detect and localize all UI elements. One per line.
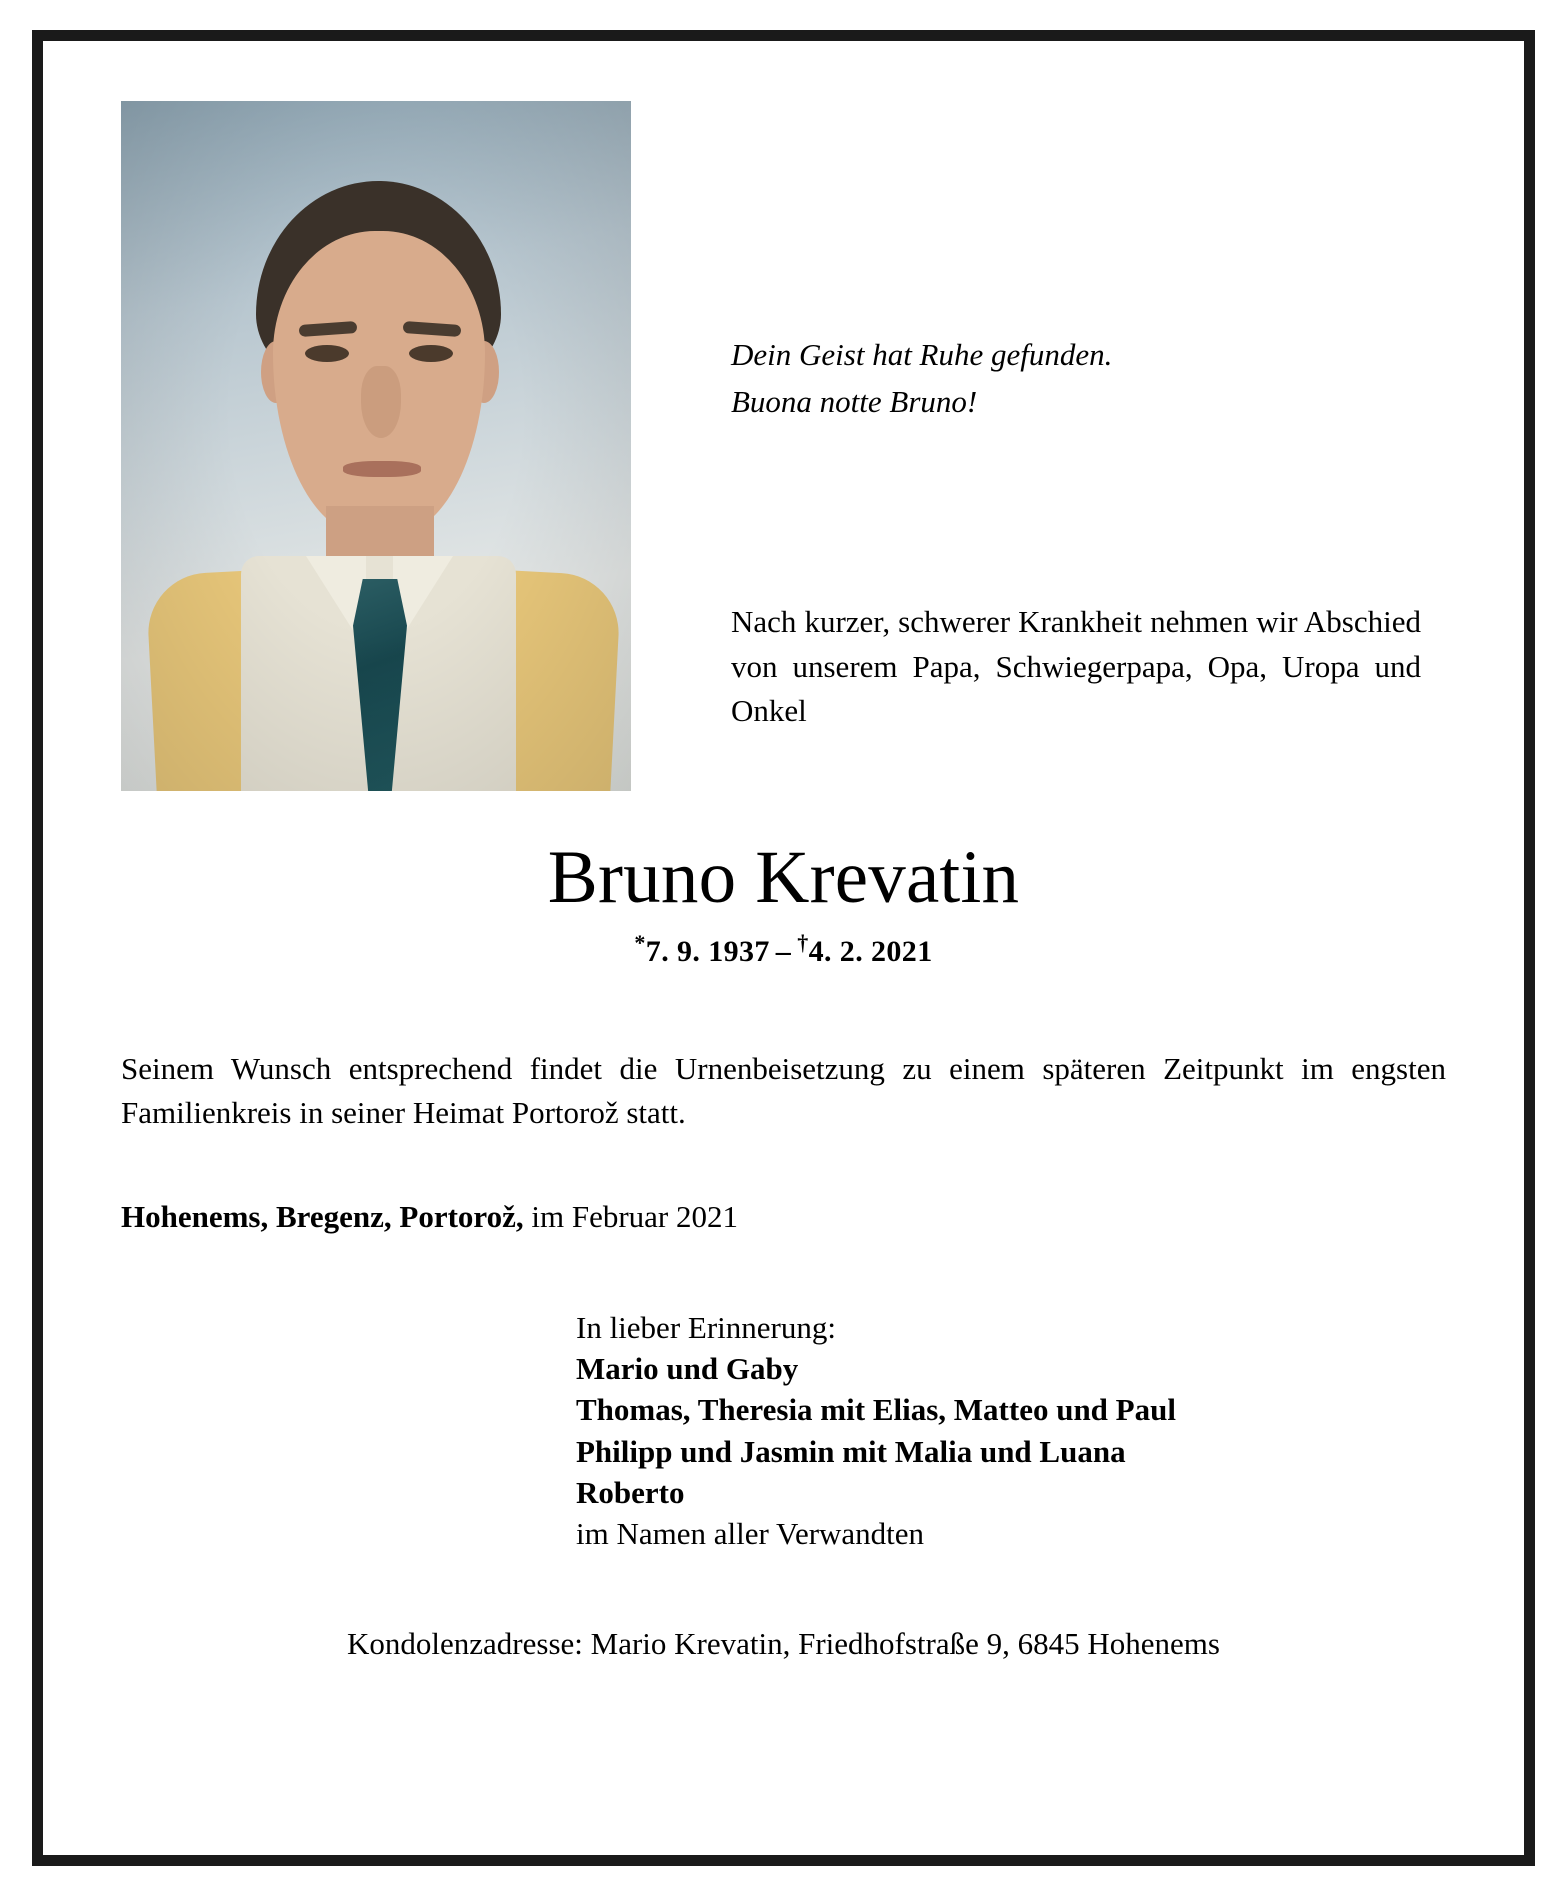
memory-line-text-2: Thomas, Theresia mit Elias, Matteo und Paul [576, 1392, 1176, 1428]
memory-block [121, 1307, 1446, 1554]
portrait-nose [361, 366, 401, 438]
memory-line-text-1: Mario und Gaby [576, 1351, 799, 1387]
portrait-eye-left [305, 345, 349, 362]
right-column [631, 101, 1446, 734]
memory-line-text-3: Philipp und Jasmin mit Malia und Luana [576, 1433, 1126, 1469]
memory-line [576, 1472, 1446, 1513]
top-section [121, 101, 1446, 791]
condolence-address: Kondolenzadresse: Mario Krevatin, Friedhofstraße 9, 6845 Hohenems [347, 1626, 1220, 1662]
life-dates [121, 930, 1446, 969]
death-date: 4. 2. 2021 [808, 935, 933, 968]
birth-symbol: * [634, 930, 646, 955]
death-symbol: † [797, 930, 809, 955]
deceased-name: Bruno Krevatin [547, 836, 1020, 919]
notice-month: im Februar 2021 [523, 1199, 739, 1235]
quote-block [731, 331, 1446, 425]
burial-wish-text: Seinem Wunsch entsprechend findet die Urnenbeisetzung zu einem späteren Zeitpunkt im engsten Familienkreis in seiner Heimat Portorož statt. [121, 1051, 1446, 1131]
memory-line-text-4: Roberto [576, 1474, 685, 1510]
memory-line [576, 1431, 1446, 1472]
birth-date: 7. 9. 1937 [645, 935, 770, 968]
obituary-notice-card [32, 30, 1535, 1866]
places-list: Hohenems, Bregenz, Portorož, [121, 1199, 524, 1235]
portrait-eye-right [409, 345, 453, 362]
places-and-date [121, 1199, 1446, 1235]
portrait-photo [121, 101, 631, 791]
quote-line-1: Dein Geist hat Ruhe gefunden. [731, 337, 1113, 372]
quote-line-2: Buona notte Bruno! [731, 384, 978, 420]
intro-text: Nach kurzer, schwerer Krankheit nehmen wir Abschied von unserem Papa, Schwiegerpapa, Opa, Uropa und Onkel [731, 604, 1421, 729]
memory-heading: In lieber Erinnerung: [576, 1310, 836, 1346]
memory-line [576, 1348, 1446, 1389]
portrait-mouth [343, 461, 421, 477]
memory-line [576, 1389, 1446, 1430]
memory-line: im Namen aller Verwandten [576, 1516, 925, 1552]
date-separator: – [775, 935, 792, 968]
